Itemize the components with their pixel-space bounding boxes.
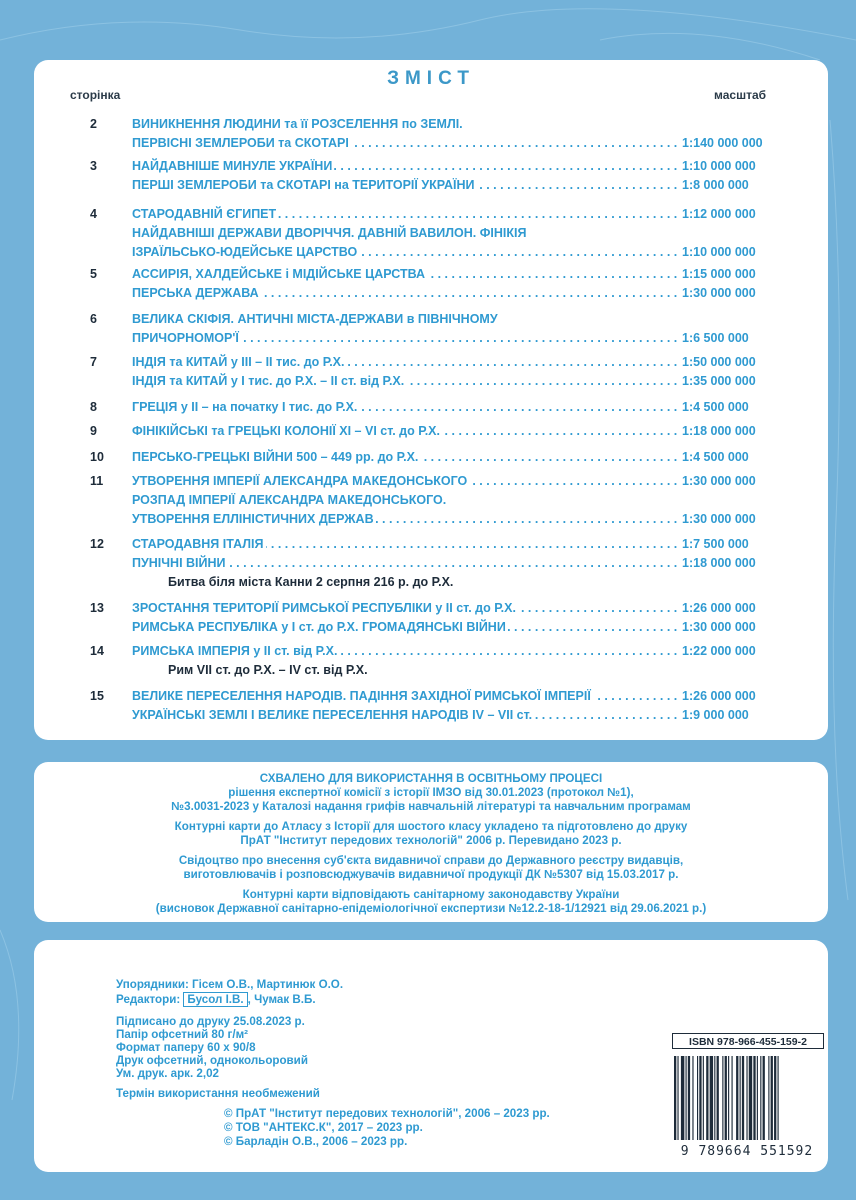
toc-entry-title	[132, 373, 680, 390]
barcode-bar	[706, 1056, 708, 1140]
toc-entry-title	[132, 688, 680, 705]
toc-entry-title	[132, 423, 680, 440]
toc-row	[34, 285, 828, 302]
toc-row	[34, 354, 828, 371]
toc-entry-title	[132, 473, 680, 490]
toc-entry-text: ІЗРАЇЛЬСЬКО-ЮДЕЙСЬКЕ ЦАРСТВО	[132, 245, 358, 259]
barcode-bar	[725, 1056, 727, 1140]
toc-entry-title	[132, 135, 680, 152]
toc-page-number: 10	[90, 450, 104, 464]
toc-entry-title	[132, 206, 680, 223]
term: Термін використання необмежений	[116, 1087, 320, 1100]
barcode-bar	[717, 1056, 719, 1140]
toc-scale: 1:10 000 000	[682, 159, 756, 173]
toc-row	[34, 688, 828, 705]
barcode-bar	[732, 1056, 733, 1140]
toc-entry-text: ЗРОСТАННЯ ТЕРИТОРІЇ РИМСЬКОЇ РЕСПУБЛІКИ у II ст. до Р.Х.	[132, 601, 516, 615]
toc-row	[34, 536, 828, 553]
toc-scale: 1:7 500 000	[682, 537, 749, 551]
toc-row	[34, 311, 828, 328]
toc-page-number: 3	[90, 159, 97, 173]
toc-scale: 1:15 000 000	[682, 267, 756, 281]
barcode-bar	[703, 1056, 704, 1140]
barcode-bar	[774, 1056, 776, 1140]
barcode-image	[668, 1052, 826, 1156]
toc-row	[34, 600, 828, 617]
toc-page-number: 5	[90, 267, 97, 281]
barcode-bar	[692, 1056, 693, 1140]
barcode-bar	[753, 1056, 755, 1140]
approval-line: №3.0031-2023 у Каталозі надання грифів навчальній літературі та навчальним програмам	[171, 800, 691, 813]
toc-entry-text: ПЕРВІСНІ ЗЕМЛЕРОБИ та СКОТАРІ	[132, 136, 349, 150]
toc-entry-text: ПЕРСЬКА ДЕРЖАВА	[132, 286, 259, 300]
toc-entry-text: ФІНІКІЙСЬКІ та ГРЕЦЬКІ КОЛОНІЇ XI – VI ст. до Р.Х.	[132, 424, 440, 438]
toc-page-number: 6	[90, 312, 97, 326]
toc-scale: 1:4 500 000	[682, 400, 749, 414]
toc-entry-title	[132, 225, 680, 242]
approval-line: ПрАТ "Інститут передових технологій" 2006 р. Перевидано 2023 р.	[240, 834, 622, 847]
barcode-bar	[763, 1056, 765, 1140]
toc-entry-title	[132, 177, 680, 194]
toc-entry-text: ВЕЛИКА СКІФІЯ. АНТИЧНІ МІСТА-ДЕРЖАВИ в ПІВНІЧНОМУ	[132, 312, 498, 326]
col-head-page: сторінка	[70, 88, 121, 102]
barcode-bar	[757, 1056, 758, 1140]
toc-scale: 1:30 000 000	[682, 474, 756, 488]
toc-scale: 1:9 000 000	[682, 708, 749, 722]
toc-row	[34, 177, 828, 194]
barcode-bar	[699, 1056, 701, 1140]
toc-scale: 1:6 500 000	[682, 331, 749, 345]
toc-entry-title	[132, 536, 680, 553]
approval-line: Контурні карти відповідають санітарному законодавству України	[242, 888, 620, 901]
toc-row	[34, 619, 828, 636]
toc-entry-text: ПУНІЧНІ ВІЙНИ	[132, 556, 226, 570]
toc-entry-text: УКРАЇНСЬКІ ЗЕМЛІ І ВЕЛИКЕ ПЕРЕСЕЛЕННЯ НАРОДІВ IV – VII ст.	[132, 708, 533, 722]
toc-entry-title	[168, 662, 716, 679]
col-head-scale: масштаб	[714, 88, 767, 102]
approval-line: виготовлювачів і розповсюджувачів видавничої продукції ДК №5307 від 15.03.2017 р.	[183, 868, 679, 881]
toc-entry-text: ПРИЧОРНОМОР'Ї	[132, 331, 239, 345]
toc-scale: 1:35 000 000	[682, 374, 756, 388]
barcode-bar	[746, 1056, 747, 1140]
toc-entry-text: НАЙДАВНІШЕ МИНУЛЕ УКРАЇНИ	[132, 159, 333, 173]
toc-scale: 1:10 000 000	[682, 245, 756, 259]
toc-entry-text: УТВОРЕННЯ ІМПЕРІЇ АЛЕКСАНДРА МАКЕДОНСЬКОГО	[132, 474, 468, 488]
toc-row	[34, 492, 828, 509]
barcode-bar	[681, 1056, 684, 1140]
toc-page-number: 2	[90, 117, 97, 131]
toc-entry-text: Рим VII ст. до Р.Х. – IV ст. від Р.Х.	[168, 663, 368, 677]
toc-entry-title	[132, 158, 680, 175]
toc-row	[34, 330, 828, 347]
toc-scale: 1:30 000 000	[682, 512, 756, 526]
approval-line: (висновок Державної санітарно-епідеміологічної експертизи №12.2-18-1/12921 від 29.06.2021 р.)	[155, 902, 707, 915]
toc-row	[34, 555, 828, 572]
barcode-bar	[722, 1056, 723, 1140]
compilers: Упорядники: Гісем О.В., Мартинюк О.О.	[116, 978, 344, 991]
toc-row	[34, 373, 828, 390]
print-info: Підписано до друку 25.08.2023 р.	[116, 1015, 305, 1028]
toc-entry-title	[132, 311, 680, 328]
toc-scale: 1:8 000 000	[682, 178, 749, 192]
toc-scale: 1:4 500 000	[682, 450, 749, 464]
toc-entry-text: ВИНИКНЕННЯ ЛЮДИНИ та її РОЗСЕЛЕННЯ по ЗЕМЛІ.	[132, 117, 463, 131]
toc-entry-title	[132, 555, 680, 572]
toc-entry-title	[132, 330, 680, 347]
toc-entry-title	[132, 244, 680, 261]
barcode-bar	[740, 1056, 741, 1140]
toc-scale: 1:26 000 000	[682, 689, 756, 703]
barcode-bar	[742, 1056, 744, 1140]
toc-page-number: 8	[90, 400, 97, 414]
toc-page-number: 11	[90, 474, 104, 488]
toc-page-number: 13	[90, 601, 104, 615]
toc-scale: 1:22 000 000	[682, 644, 756, 658]
editor-boxed: Бусол І.В.	[183, 992, 247, 1007]
toc-row	[34, 423, 828, 440]
approval-line: рішення експертної комісії з історії ІМЗО від 30.01.2023 (протокол №1),	[228, 786, 634, 799]
approval-line: Контурні карти до Атласу з Історії для шостого класу укладено та підготовлено до друку	[174, 820, 688, 833]
toc-entry-title	[132, 266, 680, 283]
barcode-bar	[728, 1056, 729, 1140]
editors	[116, 993, 316, 1007]
toc-scale: 1:18 000 000	[682, 424, 756, 438]
toc-entry-title	[132, 354, 680, 371]
toc-row	[34, 116, 828, 133]
toc-entry-text: ПЕРШІ ЗЕМЛЕРОБИ та СКОТАРІ на ТЕРИТОРІЇ УКРАЇНИ	[132, 178, 475, 192]
copyright: © ТОВ "АНТЕКС.К", 2017 – 2023 рр.	[224, 1121, 423, 1134]
toc-row	[34, 662, 828, 679]
toc-title: ЗМІСТ	[387, 68, 475, 89]
toc-row	[34, 707, 828, 724]
barcode-bar	[674, 1056, 676, 1140]
barcode-bar	[778, 1056, 779, 1140]
toc-entry-text: РИМСЬКА ІМПЕРІЯ у II ст. від Р.Х.	[132, 644, 338, 658]
toc-entry-title	[132, 600, 680, 617]
toc-entry-text: НАЙДАВНІШІ ДЕРЖАВИ ДВОРІЧЧЯ. ДАВНІЙ ВАВИЛОН. ФІНІКІЯ	[132, 226, 527, 240]
toc-scale: 1:140 000 000	[682, 136, 763, 150]
toc-page-number: 4	[90, 207, 97, 221]
toc-entry-text: ПЕРСЬКО-ГРЕЦЬКІ ВІЙНИ 500 – 449 рр. до Р.Х.	[132, 450, 419, 464]
toc-row	[34, 399, 828, 416]
toc-entry-text: РИМСЬКА РЕСПУБЛІКА у I ст. до Р.Х. ГРОМАДЯНСЬКІ ВІЙНИ	[132, 620, 506, 634]
toc-scale: 1:18 000 000	[682, 556, 756, 570]
toc-scale: 1:50 000 000	[682, 355, 756, 369]
toc-entry-text: СТАРОДАВНІЙ ЄГИПЕТ	[132, 207, 277, 221]
barcode-bar	[697, 1056, 698, 1140]
barcode-bar	[736, 1056, 738, 1140]
toc-row	[34, 266, 828, 283]
toc-entry-title	[132, 285, 680, 302]
print-info: Формат паперу 60 x 90/8	[116, 1041, 256, 1054]
barcode-bar	[688, 1056, 690, 1140]
toc-entry-text: АССИРІЯ, ХАЛДЕЙСЬКЕ і МІДІЙСЬКЕ ЦАРСТВА	[132, 267, 426, 281]
toc-entry-text: СТАРОДАВНЯ ІТАЛІЯ	[132, 537, 264, 551]
isbn-label: ISBN 978-966-455-159-2	[672, 1033, 824, 1049]
print-info: Друк офсетний, однокольоровий	[116, 1054, 308, 1067]
editor-second: , Чумак В.Б.	[247, 993, 316, 1006]
toc-row	[34, 449, 828, 466]
toc-entry-title	[132, 619, 680, 636]
barcode-bar	[677, 1056, 678, 1140]
toc-entry-title	[132, 492, 680, 509]
toc-row	[34, 643, 828, 660]
toc-entry-title	[168, 574, 716, 591]
toc-row	[34, 135, 828, 152]
barcode-bar	[686, 1056, 687, 1140]
barcode-bar	[768, 1056, 769, 1140]
barcode-digits: 9 789664 551592	[668, 1144, 826, 1159]
toc-scale: 1:30 000 000	[682, 286, 756, 300]
barcode-bar	[714, 1056, 715, 1140]
toc-entry-text: ВЕЛИКЕ ПЕРЕСЕЛЕННЯ НАРОДІВ. ПАДІННЯ ЗАХІДНОЇ РИМСЬКОЇ ІМПЕРІЇ	[132, 689, 591, 703]
barcode-bar	[771, 1056, 773, 1140]
approval-line: СХВАЛЕНО ДЛЯ ВИКОРИСТАННЯ В ОСВІТНЬОМУ ПРОЦЕСІ	[259, 772, 603, 785]
copyright: © Барладін О.В., 2006 – 2023 рр.	[224, 1135, 408, 1148]
toc-scale: 1:26 000 000	[682, 601, 756, 615]
toc-entry-title	[132, 707, 680, 724]
toc-entry-title	[132, 399, 680, 416]
toc-entry-title	[132, 643, 680, 660]
toc-entry-title	[132, 449, 680, 466]
toc-page-number: 15	[90, 689, 104, 703]
approval-panel	[34, 762, 828, 922]
toc-entry-text: УТВОРЕННЯ ЕЛЛІНІСТИЧНИХ ДЕРЖАВ	[132, 512, 374, 526]
toc-row	[34, 511, 828, 528]
toc-panel	[34, 60, 828, 740]
toc-entry-text: ІНДІЯ та КИТАЙ у III – II тис. до Р.Х.	[132, 355, 345, 369]
toc-row	[34, 206, 828, 223]
toc-row	[34, 574, 828, 591]
barcode-bar	[749, 1056, 752, 1140]
toc-row	[34, 225, 828, 242]
toc-scale: 1:30 000 000	[682, 620, 756, 634]
print-info: Папір офсетний 80 г/м²	[116, 1028, 249, 1041]
toc-entry-text: Битва біля міста Канни 2 серпня 216 р. до Р.Х.	[168, 575, 454, 589]
toc-page-number: 9	[90, 424, 97, 438]
toc-row	[34, 158, 828, 175]
toc-scale: 1:12 000 000	[682, 207, 756, 221]
toc-entry-text: ІНДІЯ та КИТАЙ у I тис. до Р.Х. – II ст. від Р.Х.	[132, 374, 405, 388]
approval-line: Свідоцтво про внесення суб'єкта видавничої справи до Державного реєстру видавців,	[178, 854, 684, 867]
barcode-bar	[710, 1056, 713, 1140]
toc-page-number: 12	[90, 537, 104, 551]
print-info: Ум. друк. арк. 2,02	[116, 1067, 219, 1080]
toc-entry-title	[132, 511, 680, 528]
toc-page-number: 7	[90, 355, 97, 369]
toc-page-number: 14	[90, 644, 104, 658]
toc-row	[34, 244, 828, 261]
barcode-bar	[760, 1056, 761, 1140]
toc-row	[34, 473, 828, 490]
toc-entry-text: ГРЕЦІЯ у II – на початку I тис. до Р.Х.	[132, 400, 358, 414]
copyright: © ПрАТ "Інститут передових технологій", 2006 – 2023 рр.	[224, 1107, 550, 1120]
toc-entry-text: РОЗПАД ІМПЕРІЇ АЛЕКСАНДРА МАКЕДОНСЬКОГО.	[132, 493, 447, 507]
editors-label: Редактори:	[116, 993, 181, 1006]
toc-entry-title	[132, 116, 680, 133]
